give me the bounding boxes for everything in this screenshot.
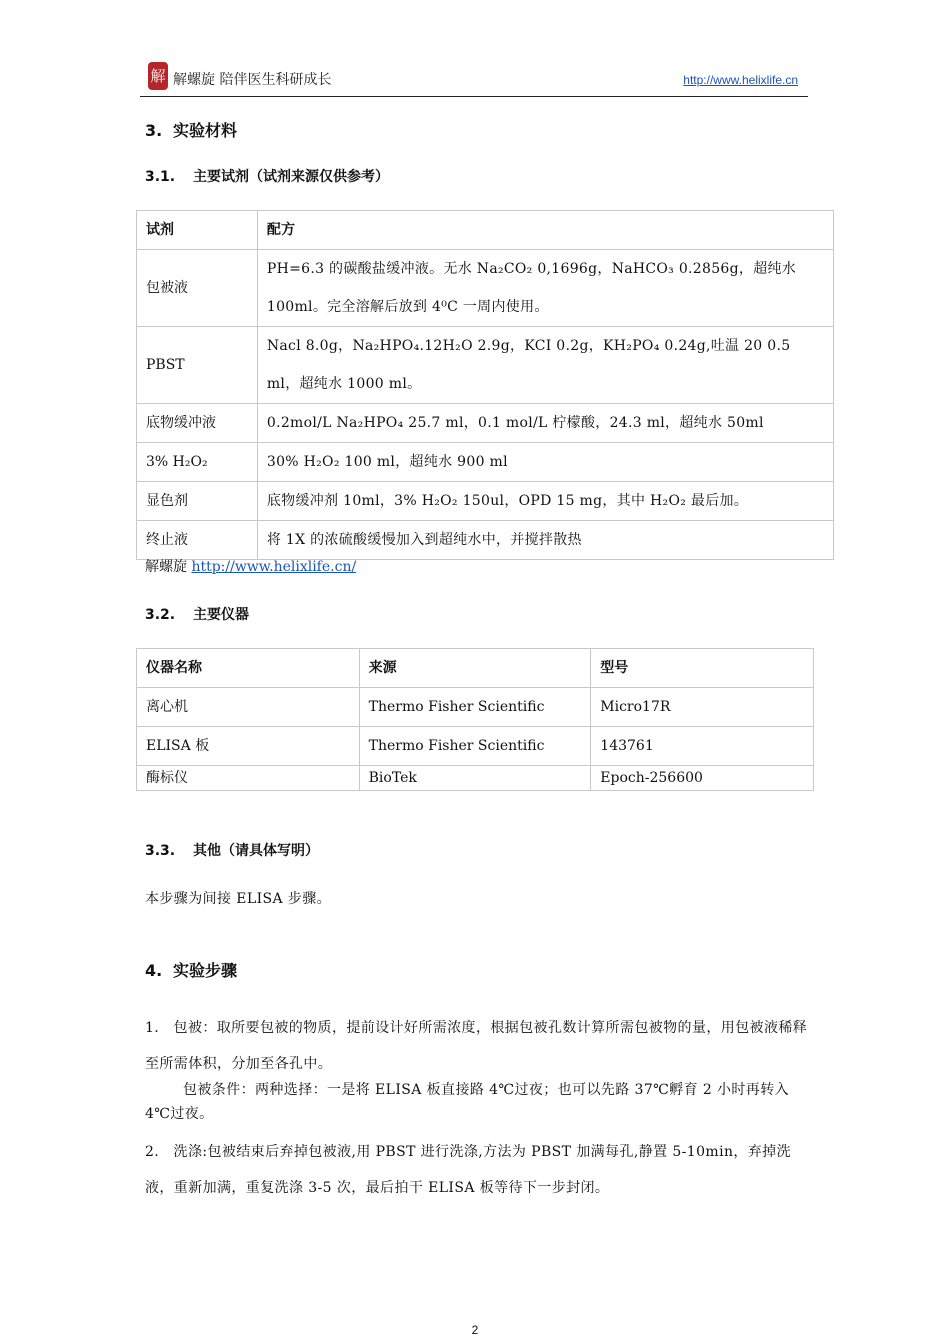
table-header-row [137, 211, 834, 250]
section-title: 实验步骤 [173, 961, 238, 980]
table-row [137, 404, 834, 443]
header-cell: 来源 [359, 649, 591, 688]
other-text: 本步骤为间接 ELISA 步骤。 [145, 891, 332, 907]
table-row [137, 766, 814, 791]
reagent-recipe: 底物缓冲剂 10ml，3% H₂O₂ 150ul，OPD 15 mg，其中 H₂O₂ 最后加。 [257, 482, 833, 521]
instruments-table [136, 648, 814, 791]
section-3-1-heading [145, 166, 389, 186]
section-3-3-heading [145, 840, 319, 860]
table-row [137, 250, 834, 327]
table-header-row [137, 649, 814, 688]
source-label: 解螺旋 [145, 559, 192, 575]
brand-text: 解螺旋 陪伴医生科研成长 [173, 72, 332, 88]
instrument-model: Micro17R [591, 688, 814, 727]
reagent-recipe: 30% H₂O₂ 100 ml，超纯水 900 ml [257, 443, 833, 482]
section-title: 主要试剂（试剂来源仅供参考） [193, 169, 389, 185]
table-row [137, 521, 834, 560]
reagent-name: 3% H₂O₂ [137, 443, 258, 482]
table-row [137, 327, 834, 404]
reagents-table [136, 210, 834, 560]
reagent-name: PBST [137, 327, 258, 404]
header-cell: 试剂 [137, 211, 258, 250]
table-row [137, 688, 814, 727]
section-3-heading [145, 118, 237, 141]
section-4-heading [145, 958, 237, 981]
reagent-name: 底物缓冲液 [137, 404, 258, 443]
instrument-model: Epoch-256600 [591, 766, 814, 791]
section-number: 4. [145, 961, 163, 980]
step-2-paragraph: 2. 洗涤:包被结束后弃掉包被液,用 PBST 进行洗涤,方法为 PBST 加满每孔,静置 5-10min，弃掉洗液，重新加满，重复洗涤 3-5 次，最后拍干 ELISA 板等待下一步封闭。 [145, 1144, 791, 1196]
header-url-link[interactable]: http://www.helixlife.cn [683, 73, 798, 87]
reagent-name: 显色剂 [137, 482, 258, 521]
reagent-name: 包被液 [137, 250, 258, 327]
step-1-paragraph: 1. 包被：取所要包被的物质，提前设计好所需浓度，根据包被孔数计算所需包被物的量，用包被液稀释至所需体积，分加至各孔中。 [145, 1020, 808, 1072]
page-header [140, 60, 808, 97]
helix-logo: 解 [148, 62, 168, 90]
section-number: 3.3. [145, 843, 176, 859]
reagent-recipe: Nacl 8.0g，Na₂HPO₄.12H₂O 2.9g，KCI 0.2g，KH₂PO₄ 0.24g,吐温 20 0.5 ml，超纯水 1000 ml。 [257, 327, 833, 404]
section-title: 主要仪器 [193, 607, 249, 623]
table-row [137, 727, 814, 766]
source-link[interactable]: http://www.helixlife.cn/ [191, 559, 357, 575]
instrument-source: BioTek [359, 766, 591, 791]
reagent-recipe: 将 1X 的浓硫酸缓慢加入到超纯水中，并搅拌散热 [257, 521, 833, 560]
section-number: 3.1. [145, 169, 176, 185]
source-note [145, 556, 356, 576]
reagent-name: 终止液 [137, 521, 258, 560]
header-cell: 仪器名称 [137, 649, 360, 688]
instrument-source: Thermo Fisher Scientific [359, 688, 591, 727]
instrument-source: Thermo Fisher Scientific [359, 727, 591, 766]
instrument-name: ELISA 板 [137, 727, 360, 766]
header-cell: 配方 [257, 211, 833, 250]
section-number: 3.2. [145, 607, 176, 623]
section-title: 其他（请具体写明） [193, 843, 319, 859]
instrument-model: 143761 [591, 727, 814, 766]
instrument-name: 酶标仪 [137, 766, 360, 791]
section-3-2-heading [145, 604, 249, 624]
reagent-recipe: PH=6.3 的碳酸盐缓冲液。无水 Na₂CO₂ 0,1696g，NaHCO₃ 0.2856g，超纯水 100ml。完全溶解后放到 4⁰C 一周内使用。 [257, 250, 833, 327]
section-number: 3. [145, 121, 163, 140]
instrument-name: 离心机 [137, 688, 360, 727]
reagent-recipe: 0.2mol/L Na₂HPO₄ 25.7 ml，0.1 mol/L 柠檬酸，24.3 ml，超纯水 50ml [257, 404, 833, 443]
table-row [137, 443, 834, 482]
header-cell: 型号 [591, 649, 814, 688]
section-title: 实验材料 [173, 121, 238, 140]
page-number: 2 [471, 1323, 479, 1337]
coating-conditions-paragraph: 包被条件：两种选择：一是将 ELISA 板直接路 4℃过夜；也可以先路 37℃孵育 2 小时再转入 4℃过夜。 [145, 1082, 789, 1122]
table-row [137, 482, 834, 521]
